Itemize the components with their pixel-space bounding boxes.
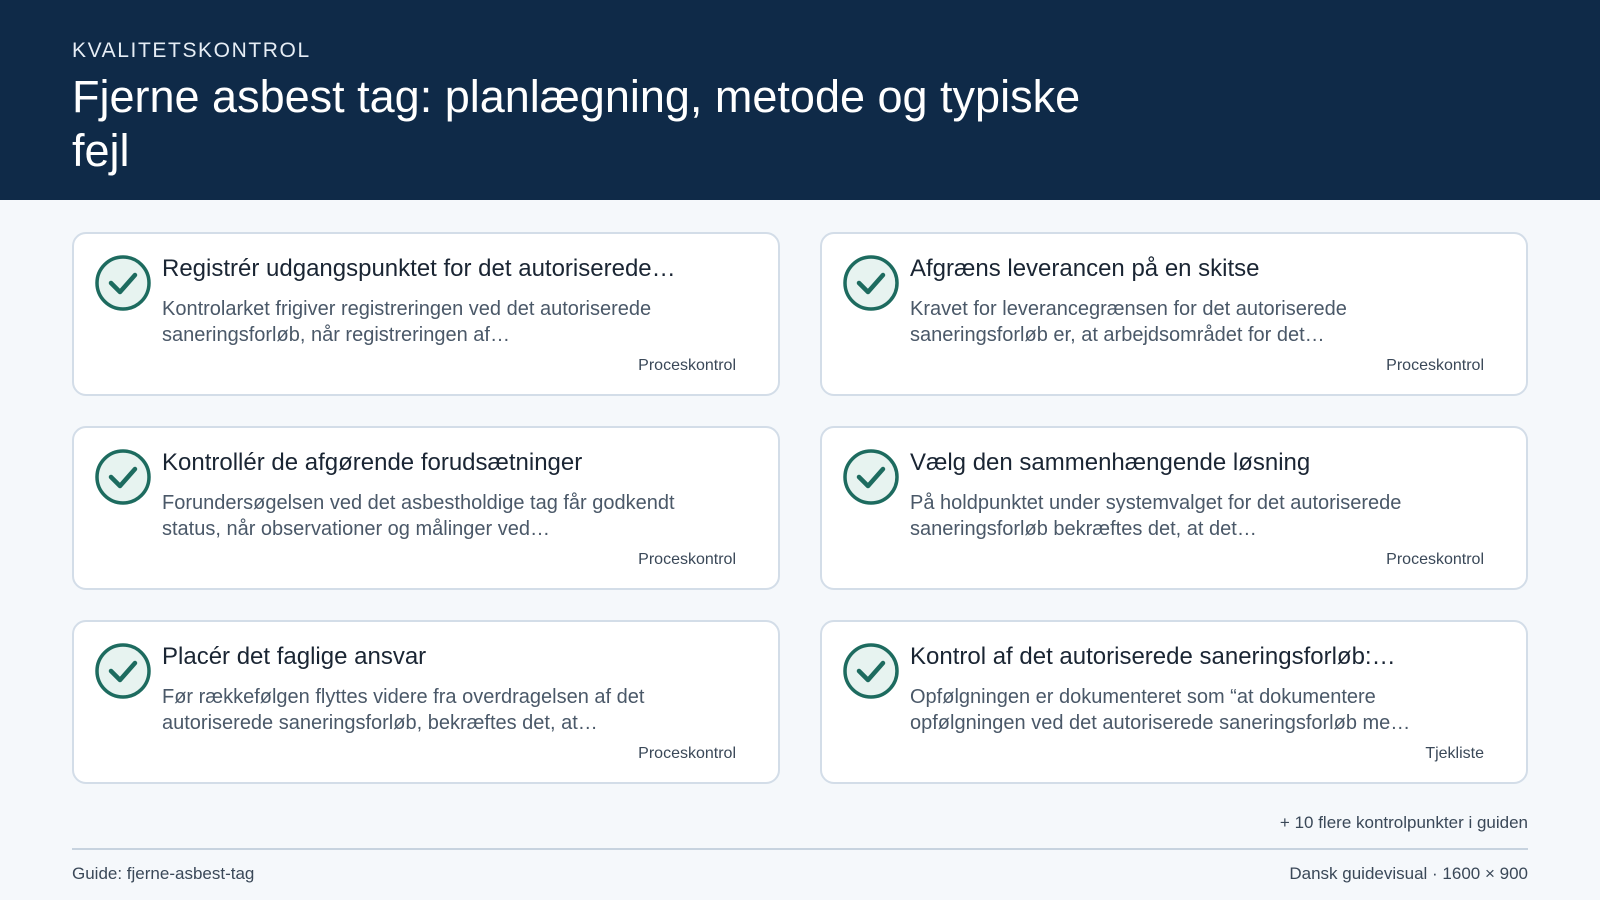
card-description: Kravet for leverancegrænsen for det autoriserede saneringsforløb er, at arbejdsområdet for det…	[910, 298, 1347, 346]
card-tag: Tjekliste	[1425, 745, 1484, 762]
checklist-card[interactable]	[820, 620, 1528, 784]
check-circle-icon	[94, 254, 152, 312]
card-description: Forundersøgelsen ved det asbestholdige tag får godkendt status, når observationer og målinger ved…	[162, 492, 675, 540]
checklist-card[interactable]	[72, 426, 780, 590]
card-tag: Proceskontrol	[638, 745, 736, 762]
card-description: Kontrolarket frigiver registreringen ved det autoriserede saneringsforløb, når registreringen af…	[162, 298, 652, 346]
eyebrow-label: KVALITETSKONTROL	[72, 39, 311, 62]
check-circle-icon	[842, 448, 900, 506]
card-title: Vælg den sammenhængende løsning	[910, 449, 1311, 476]
card-title: Registrér udgangspunktet for det autoriserede…	[162, 255, 676, 282]
card-tag: Proceskontrol	[638, 551, 736, 568]
more-checkpoints-link[interactable]: + 10 flere kontrolpunkter i guiden	[1279, 813, 1528, 832]
card-description: Før rækkefølgen flyttes videre fra overdragelsen af det autoriserede saneringsforløb, bekræftes det, at…	[162, 686, 645, 734]
card-description: Opfølgningen er dokumenteret som “at dokumentere opfølgningen ved det autoriserede saneringsforløb me…	[910, 686, 1411, 734]
check-circle-icon	[842, 642, 900, 700]
checklist-card[interactable]	[72, 232, 780, 396]
check-circle-icon	[842, 254, 900, 312]
card-tag: Proceskontrol	[1386, 357, 1484, 374]
footer-meta-label: Dansk guidevisual · 1600 × 900	[1289, 864, 1528, 883]
checklist-card[interactable]	[820, 426, 1528, 590]
card-title: Kontrollér de afgørende forudsætninger	[162, 449, 583, 476]
page-title: Fjerne asbest tag: planlægning, metode og typiske fejl	[72, 71, 1081, 176]
header	[0, 0, 1600, 200]
check-circle-icon	[94, 448, 152, 506]
footer-divider	[72, 848, 1528, 850]
card-description: På holdpunktet under systemvalget for det autoriserede saneringsforløb bekræftes det, at det…	[910, 492, 1402, 540]
check-circle-icon	[94, 642, 152, 700]
checklist-grid	[72, 232, 1528, 784]
checklist-card[interactable]	[820, 232, 1528, 396]
checklist-card[interactable]	[72, 620, 780, 784]
card-tag: Proceskontrol	[638, 357, 736, 374]
card-title: Placér det faglige ansvar	[162, 643, 427, 670]
card-title: Afgræns leverancen på en skitse	[910, 255, 1260, 282]
footer-guide-label: Guide: fjerne-asbest-tag	[72, 864, 255, 883]
card-tag: Proceskontrol	[1386, 551, 1484, 568]
card-title: Kontrol af det autoriserede saneringsforløb:…	[910, 643, 1396, 670]
